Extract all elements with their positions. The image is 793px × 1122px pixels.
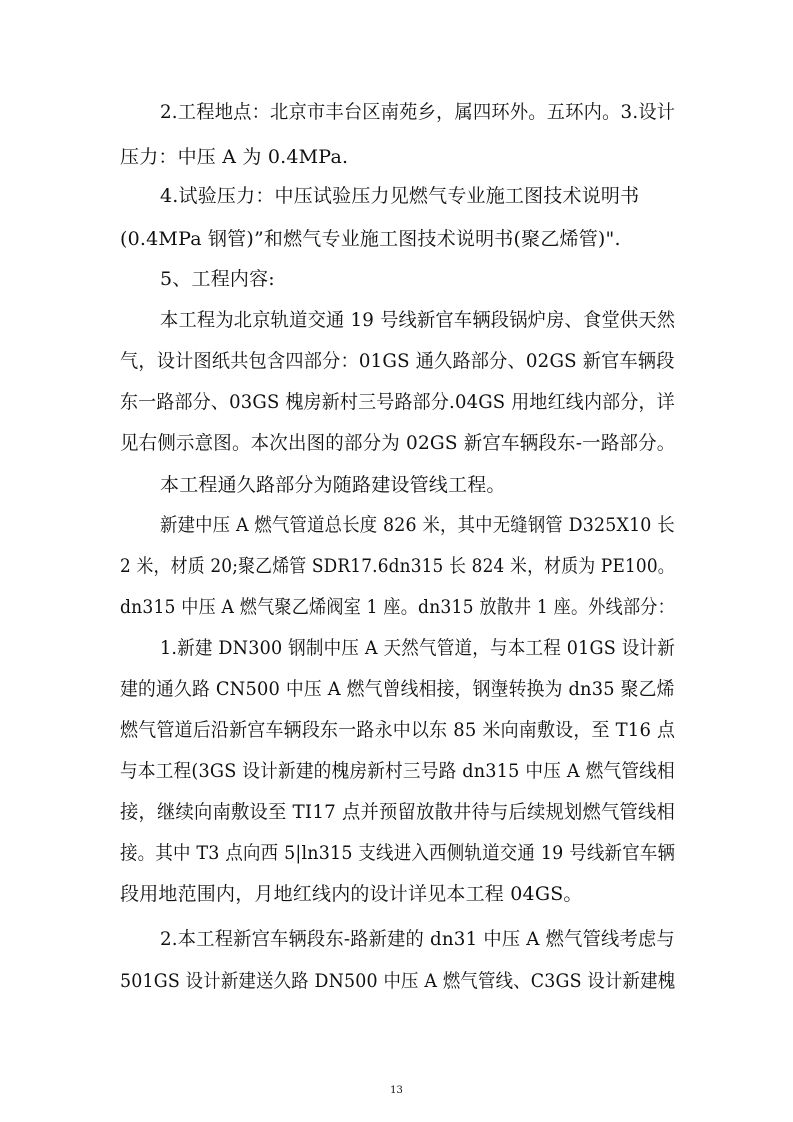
text-line-18: 接，继续向南敷设至 TI17 点并预留放散井待与后续规划燃气管线相	[120, 801, 676, 823]
text-line-22: 501GS 设计新建送久路 DN500 中压 A 燃气管线、C3GS 设计新建槐	[120, 970, 676, 992]
text-line-12: 2 米，材质 20;聚乙烯管 SDR17.6dn315 长 824 米，材质为 PE100。	[120, 555, 675, 577]
text-line-19: 接。其中 T3 点向西 5|ln315 支线进入西侧轨道交通 19 号线新官车辆	[120, 842, 676, 864]
text-line-6: 本工程为北京轨道交通 19 号线新官车辆段锅炉房、食堂供天然	[160, 309, 676, 331]
text-line-4: (0.4MPa 钢管)”和燃气专业施工图技术说明书(聚乙烯管)".	[120, 228, 621, 250]
text-line-1: 2.工程地点：北京市丰台区南苑乡，属四环外。五环内。3.设计	[160, 101, 676, 123]
text-line-3: 4.试验压力：中压试验压力见燃气专业施工图技术说明书	[160, 185, 640, 207]
text-line-16: 燃气管道后沿新宫车辆段东一路永中以东 85 米向南敷设，至 T16 点	[120, 719, 676, 741]
page-number: 13	[390, 1085, 403, 1096]
text-line-9: 见右侧示意图。本次出图的部分为 02GS 新宫车辆段东-一路部分。	[120, 432, 676, 454]
text-line-14: 1.新建 DN300 钢制中压 A 天然气管道，与本工程 01GS 设计新	[160, 637, 675, 659]
text-line-15: 建的通久路 CN500 中压 A 燃气曾线相接，钢塰转换为 dn35 聚乙烯	[120, 678, 675, 700]
text-line-5: 5、工程内容:	[160, 268, 275, 290]
text-line-21: 2.本工程新宫车辆段东-路新建的 dn31 中压 A 燃气管线考虑与	[160, 928, 675, 950]
text-line-11: 新建中压 A 燃气管道总长度 826 米，其中无缝钢管 D325X10 长	[160, 514, 675, 536]
text-line-13: dn315 中压 A 燃气聚乙烯阀室 1 座。dn315 放散井 1 座。外线部分：	[120, 596, 675, 618]
text-line-7: 气，设计图纸共包含四部分：01GS 通久路部分、02GS 新官车辆段	[120, 350, 675, 372]
text-line-2: 压力：中压 A 为 0.4MPa.	[120, 146, 349, 168]
text-line-17: 与本工程(3GS 设计新建的槐房新村三号路 dn315 中压 A 燃气管线相	[120, 760, 675, 782]
text-line-8: 东一路部分、03GS 槐房新村三号路部分.04GS 用地红线内部分，详	[120, 391, 675, 413]
text-line-20: 段用地范围内，月地红线内的设计详见本工程 04GS。	[120, 883, 583, 905]
text-line-10: 本工程通久路部分为随路建设管线工程。	[160, 474, 506, 496]
